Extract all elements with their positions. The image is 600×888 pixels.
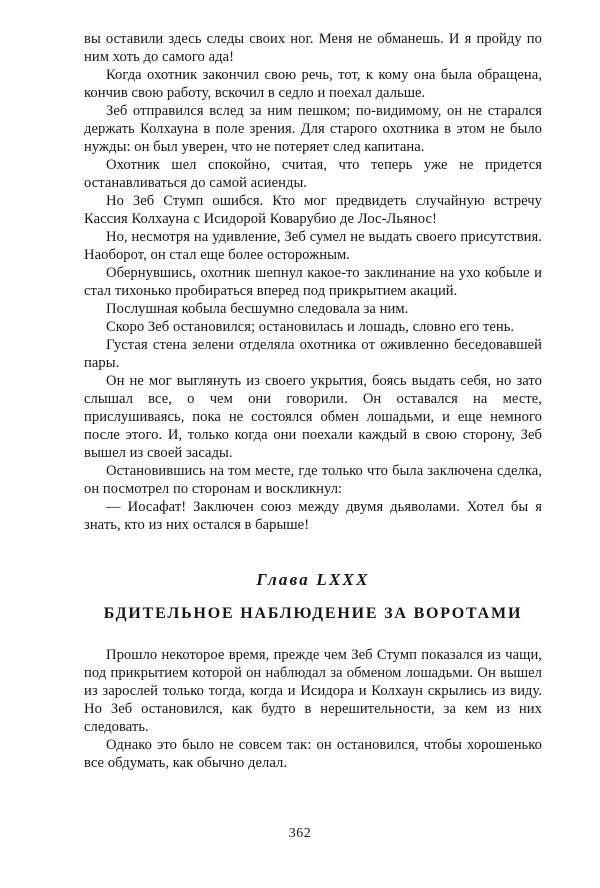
paragraph: Он не мог выглянуть из своего укрытия, боясь выдать себя, но зато слышал все, о чем они говорили. Он оставался на месте, прислушиваясь, пока не состоялся обмен лошадьми, и еще немного после этого. И, только когда они поехали каждый в свою сторону, Зеб вышел из своей засады.: [84, 373, 542, 461]
paragraph: Но Зеб Стумп ошибся. Кто мог предвидеть случайную встречу Кассия Колхауна с Исидорой Коварубио де Лос-Льянос!: [84, 193, 542, 227]
paragraph: Остановившись на том месте, где только что была заключена сделка, он посмотрел по сторонам и воскликнул:: [84, 463, 542, 497]
paragraph: Обернувшись, охотник шепнул какое-то заклинание на ухо кобыле и стал тихонько пробираться вперед под прикрытием акаций.: [84, 265, 542, 299]
paragraph: Зеб отправился вслед за ним пешком; по-видимому, он не старался держать Колхауна в поле зрения. Для старого охотника в этом не было нужды: он был уверен, что не потеряет след капитана.: [84, 103, 542, 155]
paragraph: Густая стена зелени отделяла охотника от оживленно беседовавшей пары.: [84, 337, 542, 371]
chapter-title: БДИТЕЛЬНОЕ НАБЛЮДЕНИЕ ЗА ВОРОТАМИ: [103, 605, 523, 622]
paragraph: Послушная кобыла бесшумно следовала за ним.: [106, 301, 409, 317]
paragraph: Охотник шел спокойно, считая, что теперь уже не придется останавливаться до самой асиенды.: [84, 157, 542, 191]
paragraph: Прошло некоторое время, прежде чем Зеб Стумп показался из чащи, под прикрытием которой он наблюдал за обменом лошадьми. Он вышел из зарослей только тогда, когда и Исидора и Колхаун скрылись из виду. Но Зеб остановился, как будто в нерешительности, за кем из них следовать.: [84, 647, 542, 735]
paragraph: Однако это было не совсем так: он остановился, чтобы хорошенько все обдумать, как обычно делал.: [84, 737, 542, 771]
paragraph: Когда охотник закончил свою речь, тот, к кому она была обращена, кончив свою работу, вскочил в седло и поехал дальше.: [84, 67, 542, 101]
paragraph-continuation: вы оставили здесь следы своих ног. Меня не обманешь. И я пройду по ним хоть до самого ада!: [84, 31, 542, 65]
page-number: 362: [288, 826, 312, 841]
dialogue-paragraph: — Иосафат! Заключен союз между двумя дьяволами. Хотел бы я знать, кто из них остался в барыше!: [84, 499, 542, 533]
paragraph: Но, несмотря на удивление, Зеб сумел не выдать своего присутствия. Наоборот, он стал еще более осторожным.: [84, 229, 542, 263]
paragraph: Скоро Зеб остановился; остановилась и лошадь, словно его тень.: [106, 319, 515, 335]
chapter-number: Глава LXXX: [256, 570, 370, 589]
